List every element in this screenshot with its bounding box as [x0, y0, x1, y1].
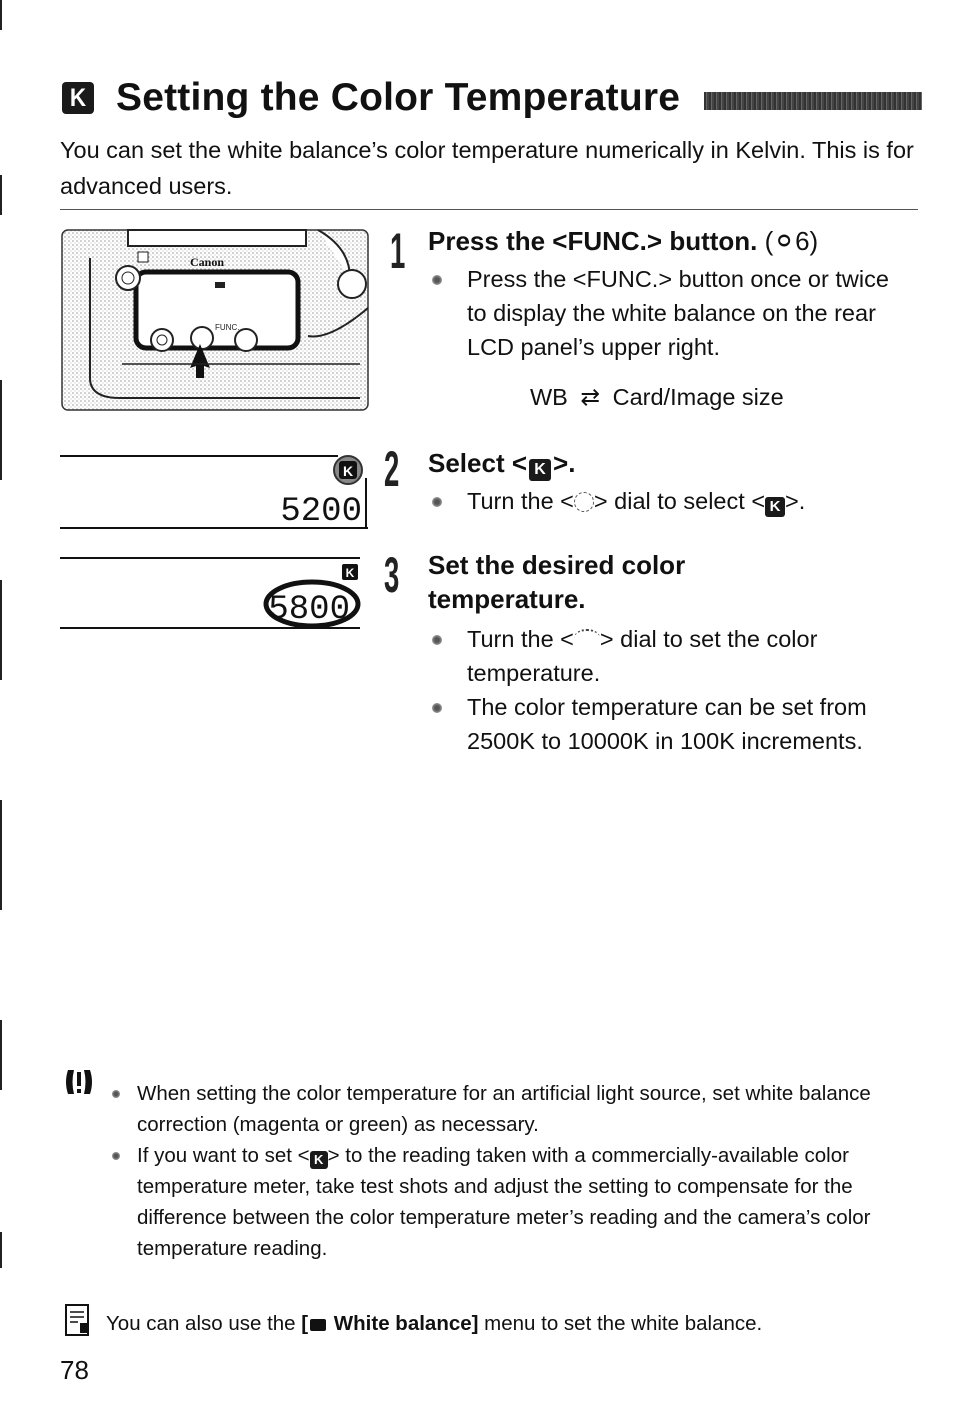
bullet-icon — [432, 497, 442, 507]
scan-edge-mark — [0, 800, 2, 910]
svg-text:K: K — [342, 463, 354, 479]
memo-icon — [64, 1303, 92, 1337]
switch-arrows-icon: ⇄ — [580, 384, 601, 410]
step-3-bullet: Turn the < > dial to set the color temperature. — [432, 622, 912, 690]
step-number-2: 2 — [384, 441, 400, 497]
step-number-1: 1 — [390, 223, 406, 279]
bullet-icon — [432, 703, 442, 713]
bullet-icon — [432, 275, 442, 285]
lcd-readout: 5800 — [268, 591, 350, 629]
caution-icon — [64, 1068, 94, 1096]
scan-edge-mark — [0, 1232, 2, 1268]
bullet-icon — [112, 1152, 120, 1160]
step-3-heading: Set the desired color temperature. — [428, 550, 686, 614]
bullet-icon — [112, 1090, 120, 1098]
camera-brand-label: Canon — [190, 255, 225, 269]
main-dial-icon — [574, 629, 600, 647]
kelvin-mode-icon: K — [765, 497, 785, 517]
caution-note: If you want to set < K > to the reading taken with a commercially-available color temperature meter, take test shots and adjust the setting to compensate for the difference between the color temperature meter’s reading and the camera’s color temperature reading. — [112, 1140, 902, 1264]
camera-rear-illustration — [60, 228, 372, 414]
section-divider — [60, 209, 918, 210]
step-2-heading: Select < K >. — [428, 446, 575, 481]
memo-text: You can also use the [ White balance] menu to set the white balance. — [106, 1312, 763, 1335]
scan-edge-mark — [0, 580, 2, 680]
quick-control-dial-icon — [574, 492, 594, 512]
svg-text:K: K — [345, 566, 355, 580]
caution-note: When setting the color temperature for an artificial light source, set white balance correction (magenta or green) as necessary. — [112, 1078, 902, 1140]
page-number: 78 — [60, 1355, 89, 1385]
section-heading — [62, 72, 922, 124]
scan-edge-mark — [0, 0, 2, 30]
lcd-readout: 5200 — [280, 493, 362, 531]
page-title: Setting the Color Temperature — [116, 76, 681, 119]
scan-edge-mark — [0, 1020, 2, 1090]
intro-paragraph: You can set the white balance’s color temperature numerically in Kelvin. This is for advanced users. — [60, 137, 914, 199]
kelvin-mode-icon: K — [62, 82, 94, 114]
step-number-3: 3 — [384, 547, 400, 603]
step-2-bullet: Turn the < > dial to select < K >. — [432, 484, 912, 518]
bullet-icon — [432, 635, 442, 645]
step-1-bullet: Press the <FUNC.> button once or twice to display the white balance on the rear LCD panel’s upper right. — [432, 262, 912, 364]
func-button-label: FUNC. — [215, 323, 240, 332]
lcd-panel-kelvin-value — [60, 554, 380, 634]
scan-edge-mark — [0, 175, 2, 215]
kelvin-mode-icon: K — [529, 459, 551, 481]
shooting-menu-icon — [310, 1319, 326, 1331]
step-1-heading: Press the <FUNC.> button. (⚪︎6) — [428, 226, 819, 256]
step-3-bullet: The color temperature can be set from 2500K to 10000K in 100K increments. — [432, 690, 912, 758]
step-1-button-label: WB ⇄ Card/Image size — [530, 384, 784, 410]
lcd-panel-kelvin-select — [60, 448, 380, 532]
title-decorative-bar — [704, 92, 922, 110]
scan-edge-mark — [0, 380, 2, 480]
kelvin-mode-icon: K — [310, 1151, 328, 1169]
